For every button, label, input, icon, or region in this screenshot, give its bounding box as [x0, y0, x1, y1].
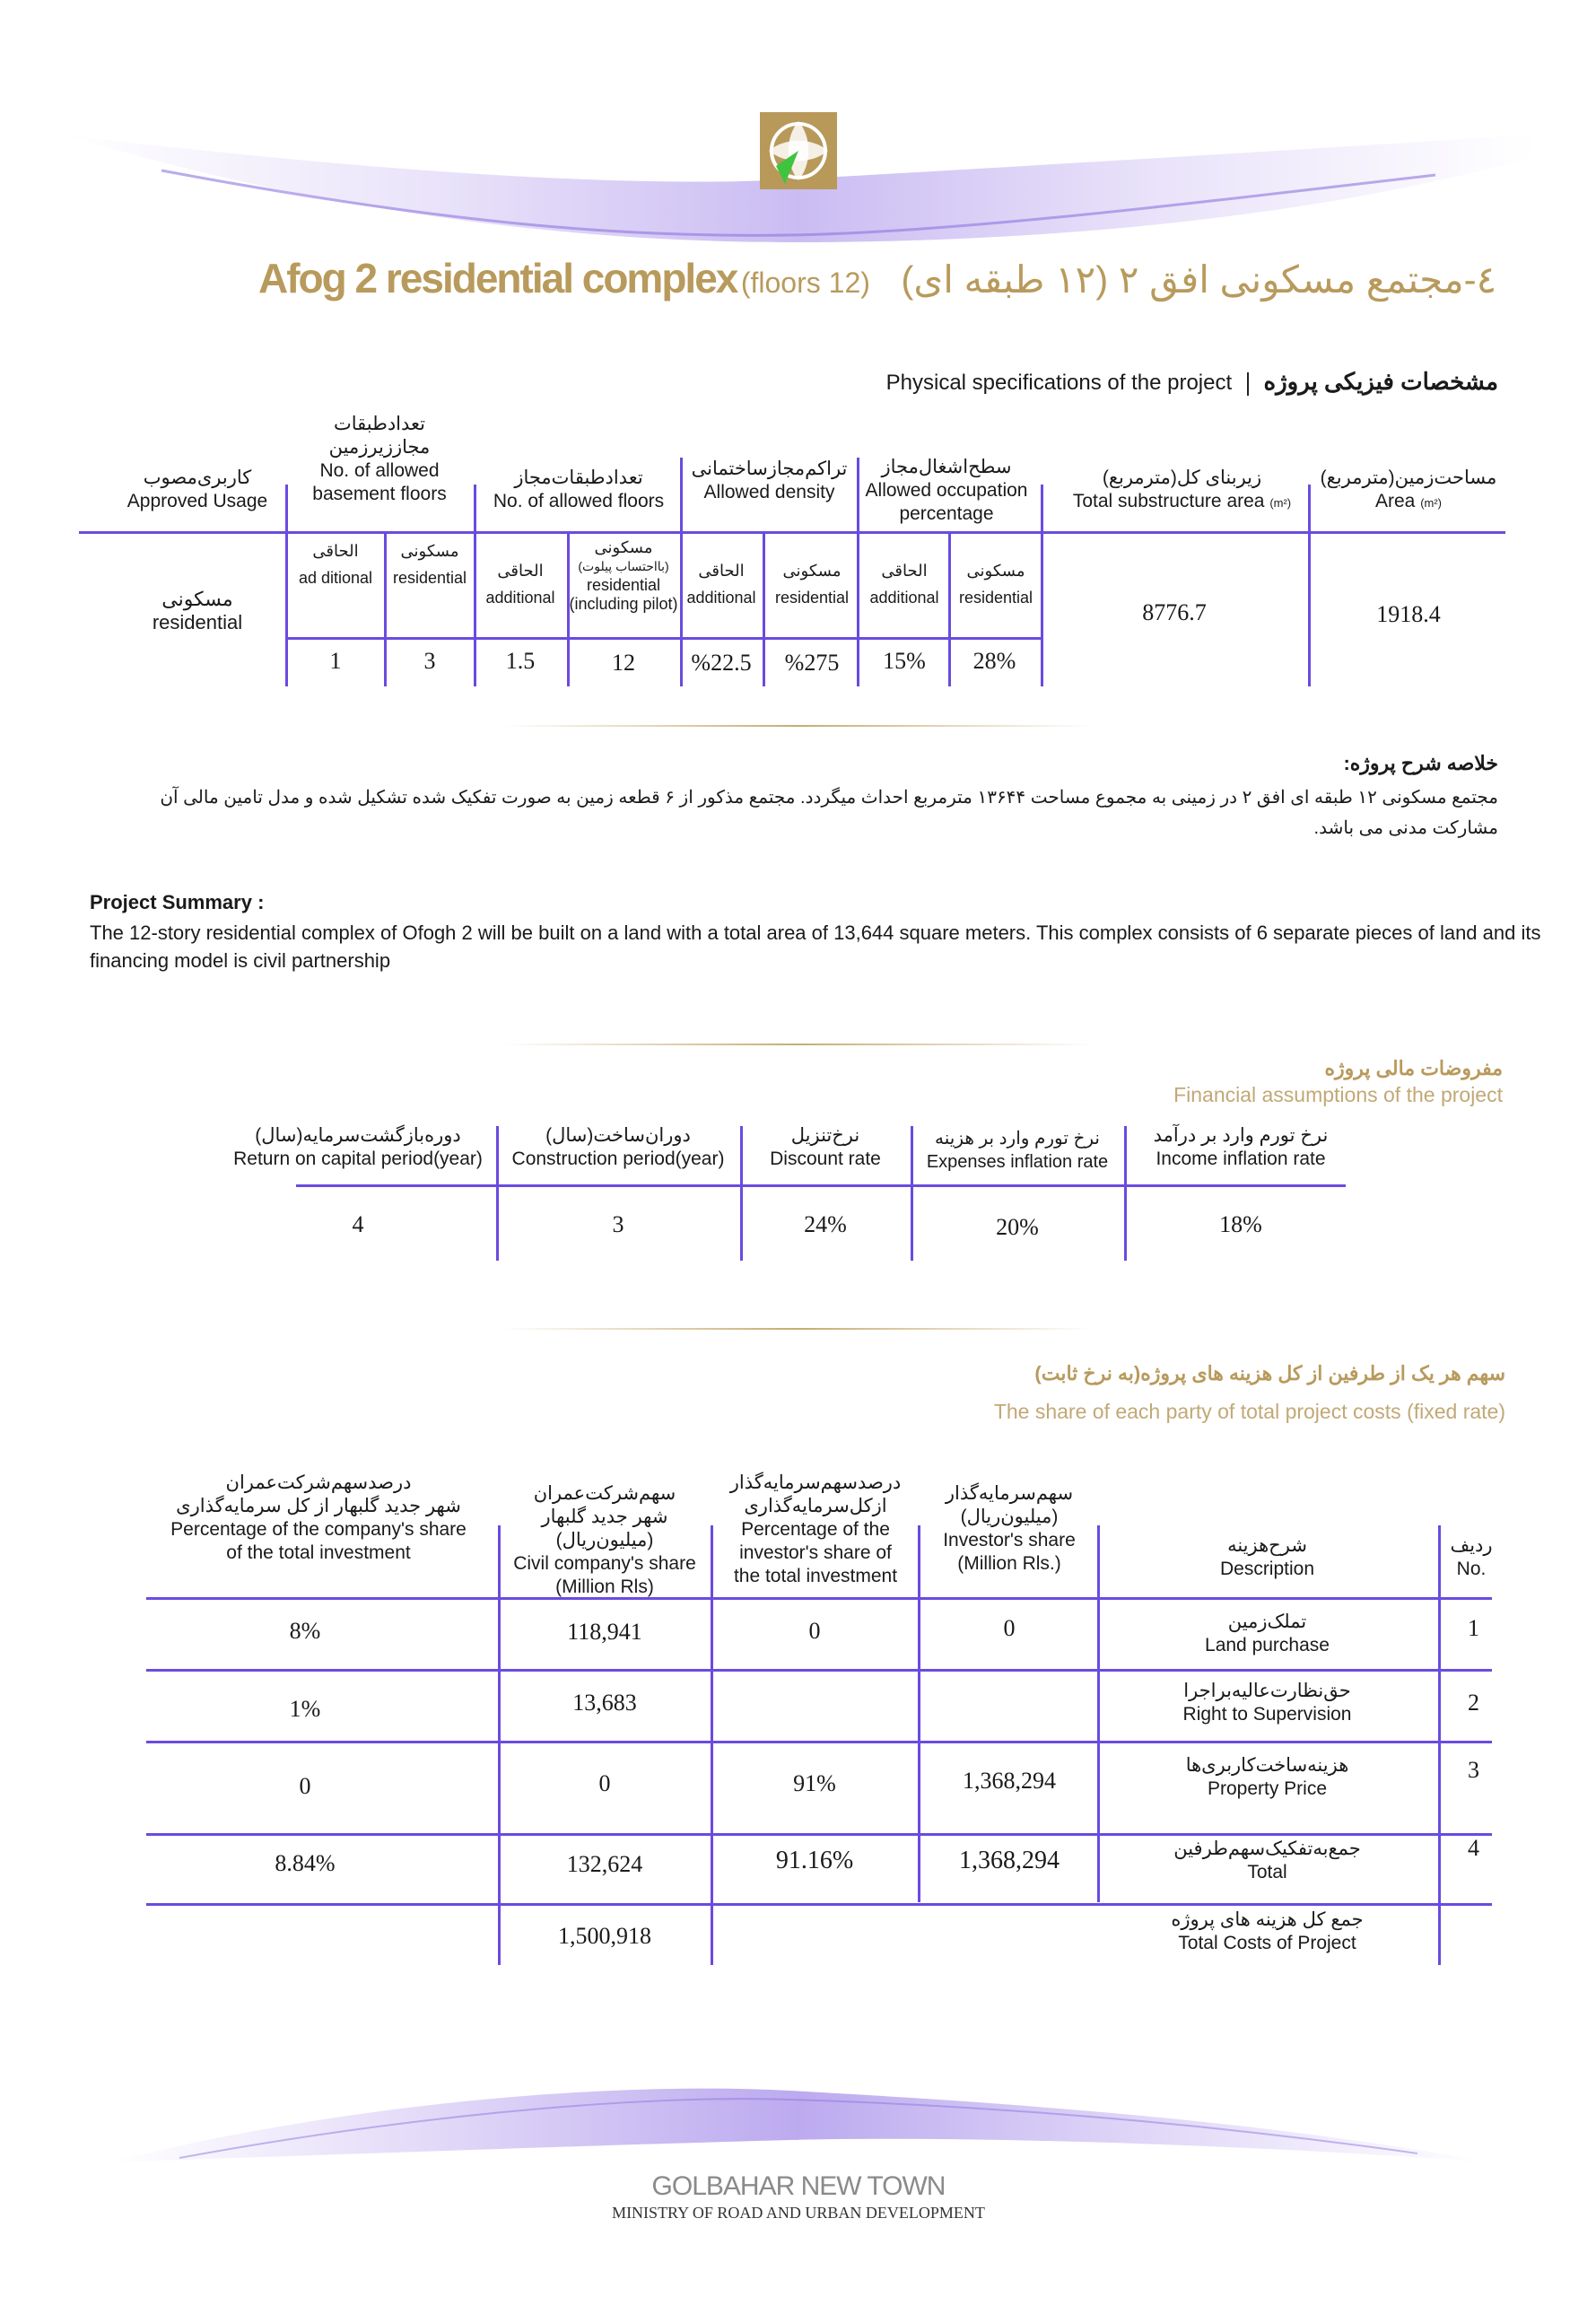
- row4-desc: جمع‌به‌تفکیک‌سهم‌طرفین Total: [1173, 1838, 1361, 1882]
- col-area: مساحت‌زمین(مترمربع) Area (m²): [1320, 467, 1497, 511]
- value-den-res: %275: [784, 650, 840, 676]
- value-floors-add: 1.5: [505, 648, 536, 674]
- row1-civil-pct: 8%: [289, 1618, 321, 1644]
- value-base-res: 3: [423, 648, 436, 674]
- share-col-investor-pct: درصد‌سهم‌سرمایه‌گذار از‌کل‌سرمایه‌گذاری Percentage of the investor's share of the total investment: [729, 1472, 902, 1586]
- share-col-no: ردیف No.: [1450, 1535, 1493, 1579]
- row2-civil-pct: 1%: [289, 1696, 321, 1722]
- physical-title-fa: مشخصات فیزیکی پروژه: [1263, 368, 1498, 395]
- col-basement: تعدادطبقات مجاز‌زیر‌زمین No. of allowed basement floors: [312, 414, 447, 504]
- subcol-occ-res: مسکونی residential: [958, 562, 1033, 607]
- row1-desc: تملک‌زمین Land purchase: [1205, 1611, 1330, 1655]
- col-occupation: سطح‌اشغال‌مجاز Allowed occupation percentage: [865, 457, 1028, 524]
- col-density: تراکم‌مجاز‌ساختمانی Allowed density: [691, 459, 848, 502]
- section-divider: [502, 725, 1095, 727]
- fin-value-construction: 3: [612, 1211, 624, 1237]
- row4-civil-pct: 8.84%: [275, 1850, 336, 1876]
- physical-header-line: [79, 531, 1505, 534]
- col-usage: کاربری‌مصوب Approved Usage: [126, 467, 268, 511]
- fin-col-income: نرخ تورم وارد بر درآمد Income inflation rate: [1153, 1125, 1329, 1169]
- row3-desc: هزینه‌ساخت‌کاربری‌ها Property Price: [1185, 1755, 1349, 1799]
- physical-title-en: Physical specifications of the project: [885, 371, 1233, 395]
- col-substructure: زیربنای کل(مترمربع) Total substructure area (m²): [1072, 467, 1292, 511]
- share-title-fa: سهم هر یک از طرفین از کل هزینه های پروژه(به نرخ ثابت): [1034, 1362, 1505, 1384]
- divider: [146, 1833, 1492, 1836]
- fin-col-construction: دوران‌ساخت(سال) Construction period(year): [511, 1125, 725, 1169]
- share-col-desc: شرح‌هزینه Description: [1219, 1535, 1315, 1579]
- title-fa: ٤-مجتمع مسکونی افق ۲ (۱۲ طبقه ای): [901, 258, 1497, 301]
- divider: [740, 1126, 743, 1261]
- subcol-den-res: مسکونی residential: [774, 562, 850, 607]
- physical-section-title: [861, 368, 1498, 396]
- divider: [918, 1525, 920, 1902]
- summary-en-text: The 12-story residential complex of Ofogh 2 will be built on a land with a total area of 13,644 square meters. This complex consists of 6 separate pieces of land and its financing model is civil partnership: [90, 921, 1541, 972]
- fin-value-discount: 24%: [804, 1211, 847, 1237]
- footer-ministry: MINISTRY OF ROAD AND URBAN DEVELOPMENT: [612, 2204, 985, 2222]
- share-title-en: The share of each party of total project costs (fixed rate): [993, 1400, 1505, 1423]
- divider: [146, 1669, 1492, 1672]
- divider: [1308, 485, 1311, 686]
- summary-fa-title: خلاصه شرح پروژه:: [1343, 752, 1498, 774]
- value-floors-res: 12: [612, 650, 635, 676]
- value-occ-add: 15%: [883, 648, 926, 674]
- divider: [285, 637, 1041, 640]
- row1-investor-pct: 0: [808, 1618, 821, 1644]
- row2-civil: 13,683: [572, 1690, 637, 1716]
- row1-civil: 118,941: [567, 1619, 642, 1645]
- divider: [498, 1525, 501, 1965]
- value-base-add: 1: [329, 648, 342, 674]
- row1-investor: 0: [1003, 1615, 1016, 1641]
- fin-value-expenses: 20%: [996, 1214, 1039, 1240]
- share-col-investor: سهم‌سرمایه‌گذار (میلیون‌ریال) Investor's share (Million Rls.): [943, 1483, 1076, 1574]
- fin-value-return: 4: [352, 1211, 364, 1237]
- subcol-occ-add: الحاقی additional: [869, 562, 939, 607]
- divider: [1124, 1126, 1127, 1261]
- fin-col-expenses: نرخ تورم وارد بر هزینه Expenses inflation rate: [926, 1129, 1109, 1172]
- footer-org: GOLBAHAR NEW TOWN: [651, 2171, 946, 2201]
- row3-civil-pct: 0: [299, 1773, 311, 1799]
- value-substructure: 8776.7: [1142, 599, 1207, 625]
- summary-en-title: Project Summary :: [90, 891, 265, 913]
- financial-title-en: Financial assumptions of the project: [1173, 1083, 1503, 1106]
- divider: [1438, 1525, 1441, 1965]
- page-title: [258, 254, 1514, 308]
- value-usage: مسکونی residential: [152, 588, 243, 633]
- summary-fa-text: مجتمع مسکونی ۱۲ طبقه ای افق ۲ در زمینی به مجموع مساحت ۱۳۶۴۴ مترمربع احداث میگردد. مجتمع مذکور از ۶ قطعه زمین به صورت تفکیک شده تشکیل شده و مدل تامین مالی آن مشارکت مدنی می باشد.: [160, 788, 1498, 838]
- value-occ-res: 28%: [972, 648, 1016, 674]
- subcol-den-add: الحاقی additional: [686, 562, 756, 607]
- row4-no: 4: [1468, 1835, 1479, 1861]
- fin-value-income: 18%: [1219, 1211, 1262, 1237]
- section-divider: [502, 1328, 1095, 1330]
- fin-col-return: دوره‌بازگشت‌سرمایه(سال) Return on capital period(year): [233, 1125, 483, 1169]
- section-divider: [502, 1044, 1095, 1045]
- subcol-floors-add: الحاقی additional: [485, 562, 555, 607]
- subcol-floors-res: مسکونی (بااحتساب پیلوت) residential (including pilot): [569, 538, 678, 613]
- value-den-add: %22.5: [691, 650, 752, 676]
- row3-investor-pct: 91%: [793, 1770, 836, 1796]
- share-col-civil: سهم‌شرکت‌عمران شهر جدید گلبهار (میلیون‌ریال) Civil company's share (Million Rls): [513, 1483, 696, 1597]
- row2-no: 2: [1468, 1690, 1479, 1716]
- total-value: 1,500,918: [558, 1923, 651, 1949]
- subcol-base-res: مسکونی residential: [392, 542, 467, 587]
- financial-title-fa: مفروضات مالی پروژه: [1324, 1057, 1503, 1079]
- total-desc: جمع کل هزینه های پروژه Total Costs of Project: [1171, 1909, 1364, 1953]
- title-en: Afog 2 residential complex: [258, 255, 737, 301]
- subcol-base-add: الحاقی ad ditional: [298, 542, 373, 587]
- share-col-civil-pct: درصد‌سهم‌شرکت‌عمران شهر جدید گلبهار از کل سرمایه‌گذاری Percentage of the company's share of the total investment: [170, 1472, 467, 1563]
- divider: [146, 1903, 1492, 1906]
- value-area: 1918.4: [1376, 601, 1441, 627]
- row3-no: 3: [1468, 1757, 1479, 1783]
- divider: [146, 1597, 1492, 1600]
- row2-desc: حق‌نظارت‌عالیه‌براجرا Right to Supervision: [1182, 1681, 1352, 1725]
- fin-col-discount: نرخ‌تنزیل Discount rate: [770, 1125, 881, 1169]
- row4-investor: 1,368,294: [959, 1847, 1060, 1874]
- divider: [711, 1525, 713, 1965]
- row4-investor-pct: 91.16%: [775, 1847, 854, 1874]
- divider: [146, 1741, 1492, 1743]
- logo-icon: [758, 110, 839, 191]
- divider: [1041, 485, 1043, 686]
- col-floors: تعداد‌طبقات‌مجاز No. of allowed floors: [493, 467, 665, 511]
- title-floors: (floors 12): [740, 266, 870, 299]
- financial-header-line: [296, 1184, 1346, 1187]
- row3-civil: 0: [598, 1770, 611, 1796]
- row1-no: 1: [1468, 1615, 1479, 1641]
- row3-investor: 1,368,294: [963, 1768, 1056, 1794]
- row4-civil: 132,624: [566, 1851, 643, 1877]
- divider: [496, 1126, 499, 1261]
